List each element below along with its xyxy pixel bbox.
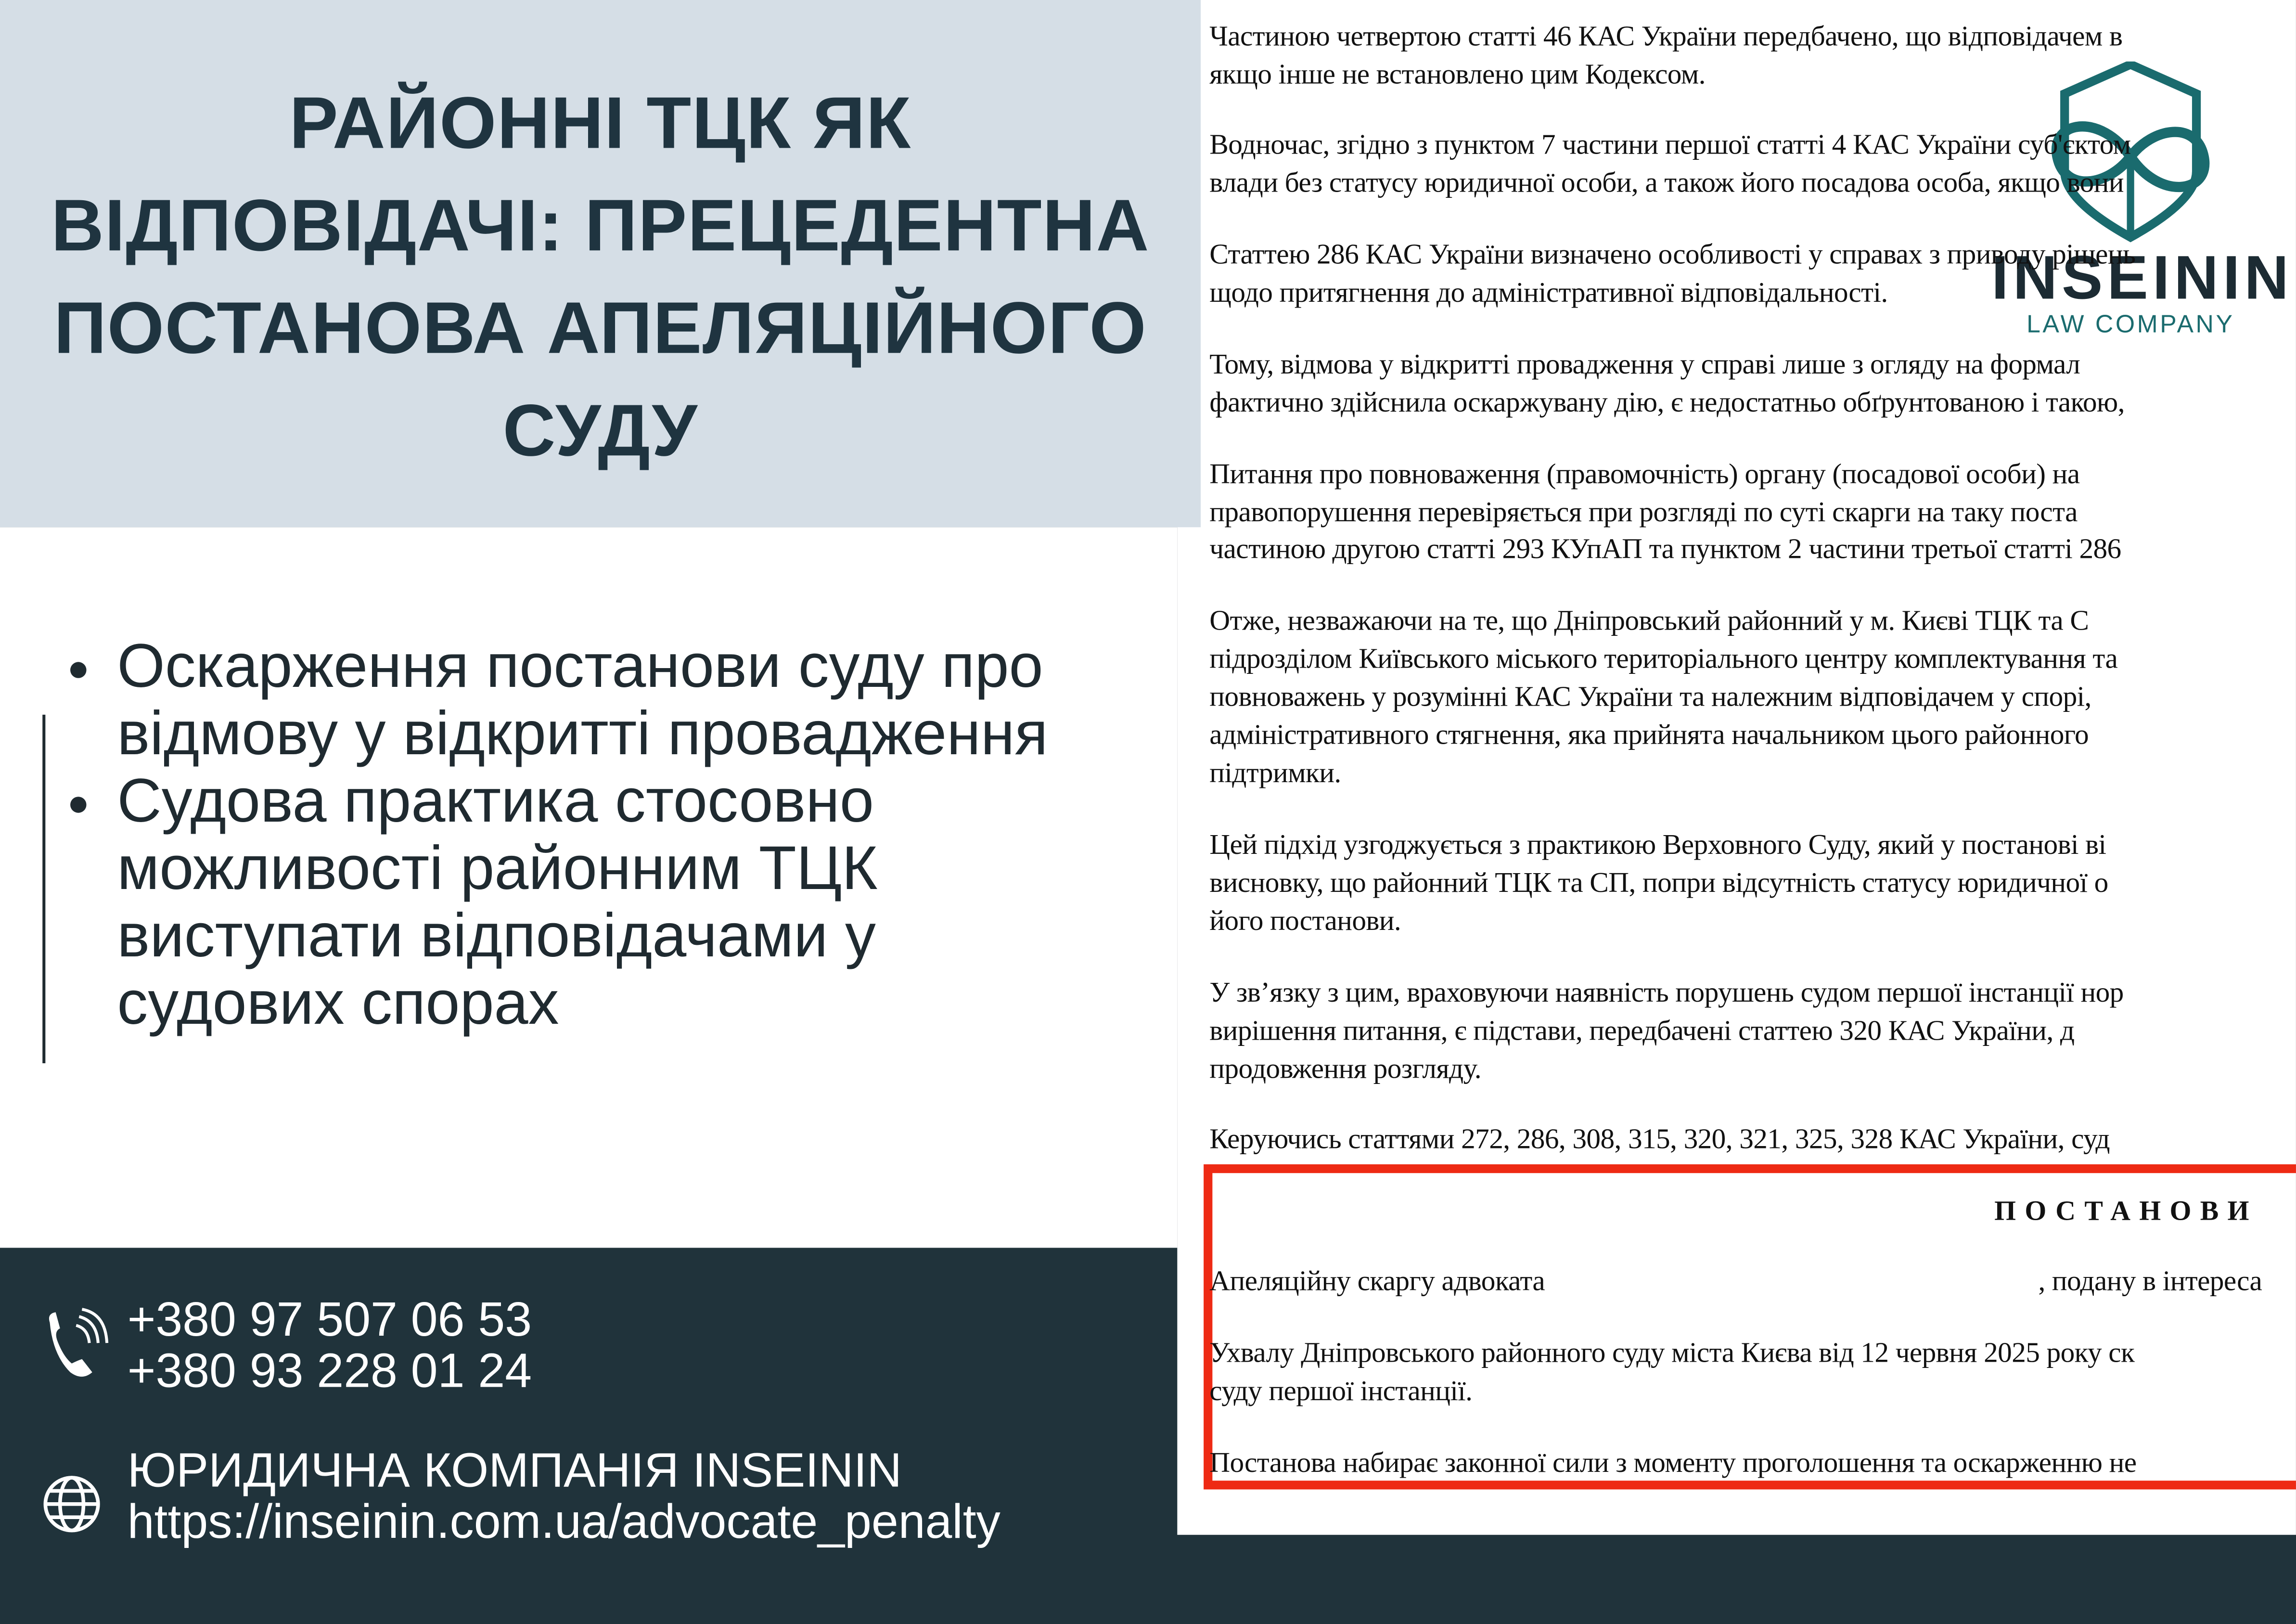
doc-line: адміністративного стягнення, яка прийнята начальником цього районного (1209, 721, 2089, 751)
page-title-line: ПОСТАНОВА АПЕЛЯЦІЙНОГО (53, 287, 1147, 369)
bullet-list (64, 632, 1119, 1037)
doc-line: підрозділом Київського міського територіального центру комплектування та (1209, 644, 2118, 675)
bullet-item (64, 767, 1119, 1037)
doc-line: вирішення питання, є підстави, передбачені статтею 320 КАС України, д (1209, 1016, 2075, 1047)
doc-line: повноважень у розумінні КАС України та належним відповідачем у спорі, (1209, 682, 2091, 713)
doc-line: продовження розгляду. (1209, 1054, 1481, 1085)
logo-wordmark: INSEININ (1991, 243, 2293, 312)
company-name: ЮРИДИЧНА КОМПАНІЯ INSEININ (127, 1443, 902, 1497)
doc-line: , подану в інтереса (2038, 1266, 2262, 1298)
doc-line: влади без статусу юридичної особи, а також його посадова особа, якщо вони (1209, 168, 2124, 199)
doc-line: Статтею 286 КАС України визначено особливості у справах з приводу рішень (1209, 240, 2136, 271)
doc-line: Частиною четвертою статті 46 КАС України передбачено, що відповідачем в (1209, 22, 2123, 53)
doc-line: Тому, відмова у відкритті провадження у справі лише з огляду на формал (1209, 350, 2080, 381)
doc-line: Ухвалу Дніпровського районного суду міста Києва від 12 червня 2025 року ск (1209, 1339, 2135, 1369)
bullet-dot-icon (70, 662, 86, 678)
doc-line: Постанова набирає законної сили з моменту проголошення та оскарженню не (1209, 1448, 2137, 1480)
bullet-text: Судова практика стосовно можливості районним ТЦК виступати відповідачами у судових спорах (117, 766, 878, 1037)
bullet-item (64, 632, 1119, 767)
doc-line: частиною другою статті 293 КУпАП та пунктом 2 частини третьої статті 286 (1209, 534, 2121, 566)
doc-line: Цей підхід узгоджується з практикою Верховного Суду, який у постанові ві (1209, 830, 2106, 862)
doc-line: Керуючись статтями 272, 286, 308, 315, 320, 321, 325, 328 КАС України, суд (1209, 1124, 2110, 1156)
doc-line: якщо інше не встановлено цим Кодексом. (1209, 60, 1706, 91)
divider (42, 715, 45, 1063)
doc-line: суду першої інстанції. (1209, 1377, 1473, 1408)
phone-number[interactable]: +380 97 507 06 53 (127, 1291, 532, 1346)
doc-line: його постанови. (1209, 906, 1401, 938)
page-title-line: СУДУ (502, 389, 698, 472)
website-link[interactable]: https://inseinin.com.ua/advocate_penalty (127, 1494, 1000, 1548)
doc-line: фактично здійснила оскаржувану дію, є недостатньо обґрунтованою і такою, (1209, 388, 2125, 419)
page-title-line: ВІДПОВІДАЧІ: ПРЕЦЕДЕНТНА (51, 184, 1150, 267)
bullet-text: Оскарження постанови суду про відмову у відкритті провадження (117, 631, 1048, 768)
inseinin-logo (1984, 62, 2293, 347)
resolution-heading: ПОСТАНОВИ (1994, 1196, 2258, 1227)
bullet-dot-icon (70, 797, 86, 812)
globe-icon (41, 1473, 103, 1542)
doc-line: Апеляційну скаргу адвоката (1209, 1266, 1545, 1298)
doc-line: Водночас, згідно з пунктом 7 частини першої статті 4 КАС України суб'єктом (1209, 130, 2131, 161)
title-panel (0, 0, 1201, 527)
doc-line: У зв’язку з цим, враховуючи наявність порушень судом першої інстанції нор (1209, 978, 2124, 1009)
doc-line: правопорушення перевіряється при розгляді по суті скарги на таку поста (1209, 498, 2078, 529)
doc-line: Питання про повноваження (правомочність) органу (посадової особи) на (1209, 460, 2080, 491)
doc-line: щодо притягнення до адміністративної відповідальності. (1209, 278, 1888, 309)
court-document-excerpt (1177, 0, 2296, 1535)
doc-line: Отже, незважаючи на те, що Дніпровський районний у м. Києві ТЦК та С (1209, 606, 2089, 637)
page-title-line: РАЙОННІ ТЦК ЯК (289, 82, 911, 164)
doc-line: висновку, що районний ТЦК та СП, попри відсутність статусу юридичної о (1209, 868, 2108, 900)
phone-icon (44, 1308, 111, 1385)
doc-line: підтримки. (1209, 759, 1341, 790)
phone-number[interactable]: +380 93 228 01 24 (127, 1343, 532, 1397)
logo-subtitle: LAW COMPANY (2027, 310, 2235, 338)
